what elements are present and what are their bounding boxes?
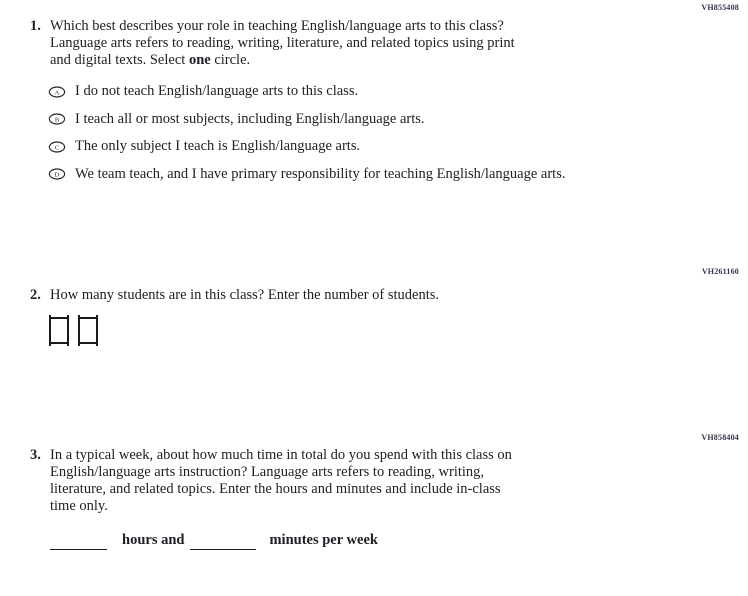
answer-oval-d-icon[interactable] — [48, 168, 66, 180]
answer-oval-b-icon[interactable] — [48, 113, 66, 125]
question-3-number: 3. — [30, 447, 41, 463]
minutes-blank[interactable] — [190, 534, 256, 550]
item-code-q3: VH858404 — [701, 433, 739, 442]
item-code-q2: VH261160 — [701, 267, 739, 276]
question-3-line-4: time only. — [50, 498, 108, 514]
question-1-line-2: Language arts refers to reading, writing, literature, and related topics using print — [50, 35, 515, 51]
svg-text:A: A — [54, 88, 60, 96]
bold-word-one: one — [188, 52, 211, 68]
question-1-line-3: and digital texts. Select one circle. — [50, 52, 251, 68]
question-1-options — [48, 82, 565, 192]
option-b-row[interactable] — [48, 110, 565, 129]
question-3-response-line — [50, 531, 378, 550]
question-3-line-1: In a typical week, about how much time in total do you spend with this class on — [50, 447, 512, 463]
question-1-text — [50, 18, 515, 69]
question-1-number: 1. — [30, 18, 41, 34]
question-3 — [30, 447, 512, 515]
option-b-label: I teach all or most subjects, including English/language arts. — [75, 110, 425, 127]
option-c-row[interactable] — [48, 137, 565, 156]
svg-text:D: D — [54, 171, 60, 179]
option-a-label: I do not teach English/language arts to this class. — [75, 83, 359, 99]
answer-oval-a-icon[interactable] — [48, 86, 66, 98]
students-count-box-tens[interactable] — [49, 315, 69, 346]
answer-oval-c-icon[interactable] — [48, 141, 66, 153]
question-2-text — [50, 287, 439, 304]
svg-text:B: B — [54, 116, 60, 124]
question-2-number: 2. — [30, 287, 41, 303]
svg-text:C: C — [54, 143, 60, 151]
question-1-line-1: Which best describes your role in teaching English/language arts to this class? — [50, 18, 504, 34]
question-3-line-3: literature, and related topics. Enter the hours and minutes and include in-class — [50, 481, 501, 497]
option-d-label: We team teach, and I have primary responsibility for teaching English/language arts. — [75, 165, 566, 182]
students-count-entry — [49, 315, 98, 346]
hours-blank[interactable] — [50, 534, 107, 550]
students-count-box-ones[interactable] — [78, 315, 98, 346]
option-a-row[interactable] — [48, 82, 565, 101]
minutes-label: minutes per week — [269, 532, 378, 548]
question-2-line-1: How many students are in this class? Enter the number of students. — [50, 287, 440, 303]
question-2 — [30, 287, 439, 304]
option-c-label: The only subject I teach is English/language arts. — [75, 138, 361, 154]
question-3-line-2: English/language arts instruction? Language arts refers to reading, writing, — [50, 464, 485, 480]
question-3-text — [50, 447, 512, 515]
option-d-row[interactable] — [48, 165, 565, 184]
item-code-q1: VH855408 — [701, 3, 739, 12]
hours-label: hours and — [122, 532, 185, 548]
question-1 — [30, 18, 515, 69]
